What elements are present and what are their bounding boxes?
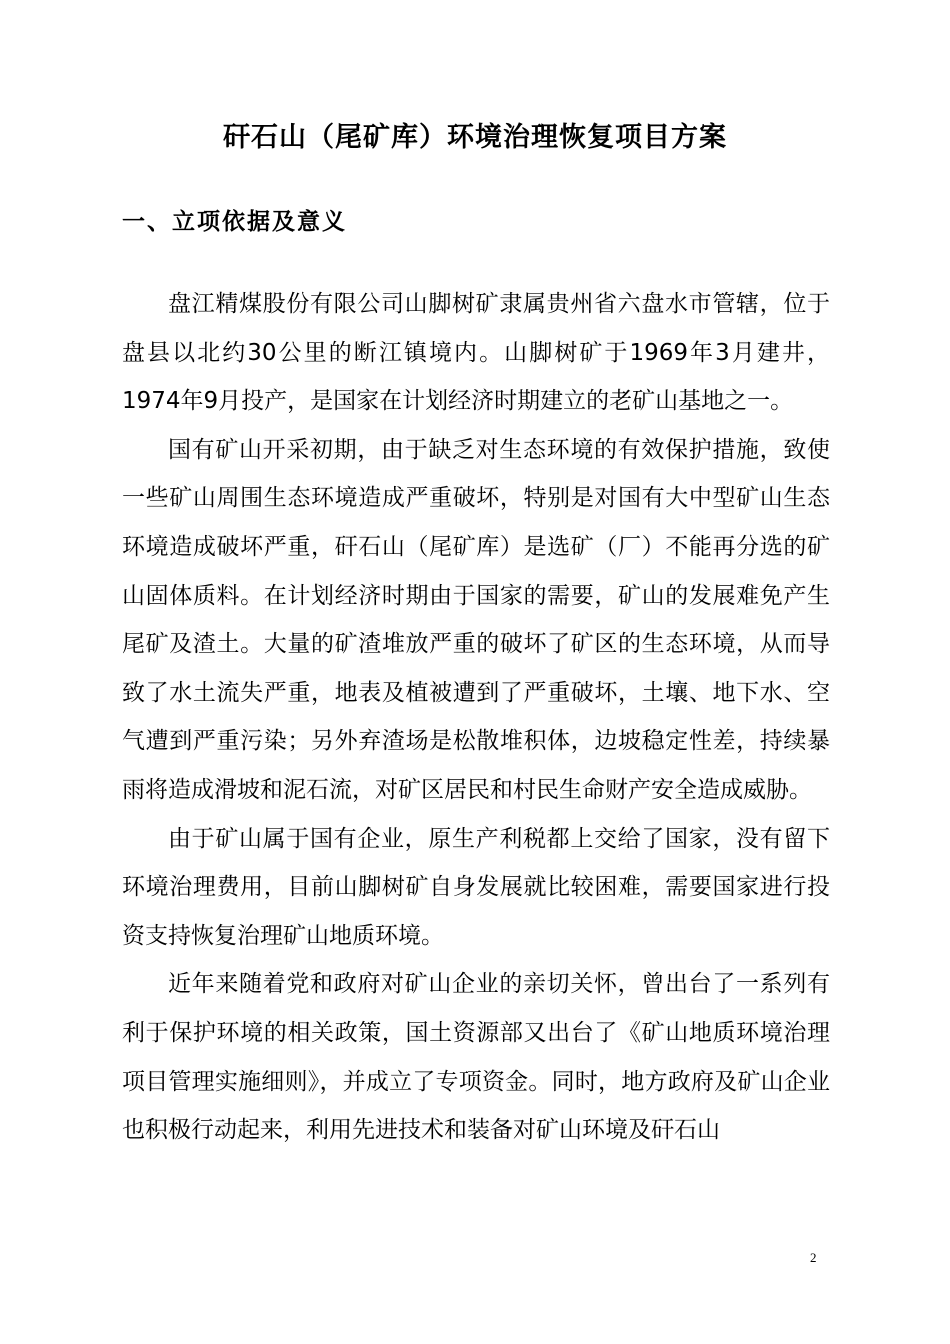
section-heading: 一、立项依据及意义 <box>122 208 347 235</box>
paragraph-3: 由于矿山属于国有企业，原生产利税都上交给了国家，没有留下环境治理费用，目前山脚树矿自身发展就比较困难，需要国家进行投资支持恢复治理矿山地质环境。 <box>122 825 830 949</box>
page-number: 2 <box>810 1250 817 1265</box>
paragraph-4: 近年来随着党和政府对矿山企业的亲切关怀，曾出台了一系列有利于保护环境的相关政策，国土资源部又出台了《矿山地质环境治理项目管理实施细则》，并成立了专项资金。同时，地方政府及矿山企业也积极行动起来，利用先进技术和装备对矿山环境及矸石山 <box>122 971 830 1144</box>
paragraph-2: 国有矿山开采初期，由于缺乏对生态环境的有效保护措施，致使一些矿山周围生态环境造成严重破坏，特别是对国有大中型矿山生态环境造成破坏严重，矸石山（尾矿库）是选矿（厂）不能再分选的矿山固体质料。在计划经济时期由于国家的需要，矿山的发展难免产生尾矿及渣土。大量的矿渣堆放严重的破坏了矿区的生态环境，从而导致了水土流失严重，地表及植被遭到了严重破坏，土壤、地下水、空气遭到严重污染；另外弃渣场是松散堆积体，边坡稳定性差，持续暴雨将造成滑坡和泥石流，对矿区居民和村民生命财产安全造成威胁。 <box>122 436 830 803</box>
document-body <box>122 280 830 1155</box>
paragraph-1: 盘江精煤股份有限公司山脚树矿隶属贵州省六盘水市管辖，位于盘县以北约30公里的断江镇境内。山脚树矿于1969年3月建井，1974年9月投产，是国家在计划经济时期建立的老矿山基地之一。 <box>122 291 830 415</box>
document-title: 矸石山（尾矿库）环境治理恢复项目方案 <box>223 122 727 153</box>
